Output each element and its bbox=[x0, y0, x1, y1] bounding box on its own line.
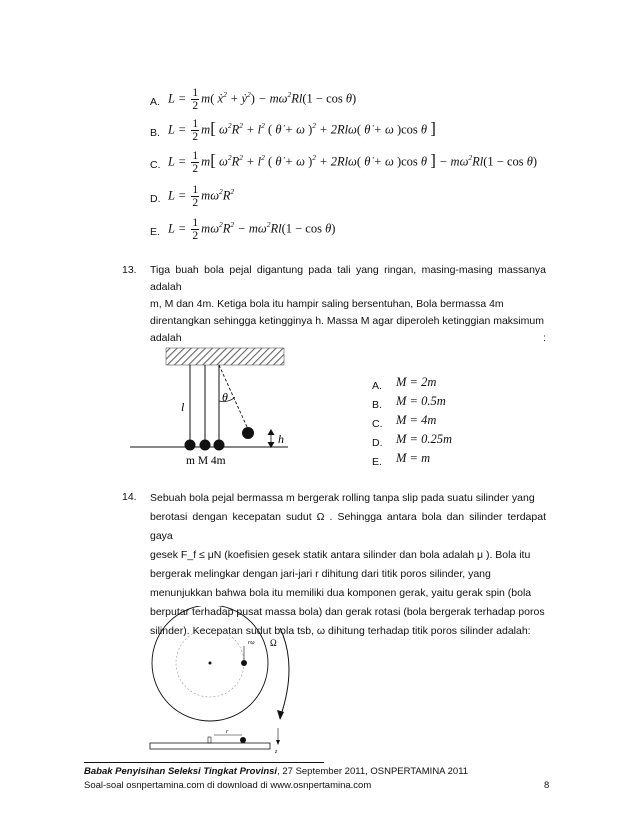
option-a-expr: L = $\frac{1}{2}$ m( ẋ$^2$ + ẏ$^2$) − $m\omega^2Rl(1 - \cos \theta)$ bbox=[168, 87, 357, 112]
cylinder-diagram bbox=[140, 606, 300, 754]
q13-line: adalah bbox=[150, 332, 182, 344]
footer-line2: Soal-soal osnpertamina.com di download di www.osnpertamina.com bbox=[84, 780, 372, 791]
label-theta: θ bbox=[222, 390, 228, 404]
ceiling bbox=[166, 348, 284, 365]
q13-option-label: A. bbox=[372, 380, 382, 392]
q13-line: Tiga buah bola pejal digantung pada tali yang ringan, masing-masing massanya adalah bbox=[150, 264, 546, 293]
ball bbox=[241, 660, 247, 666]
option-label: A. bbox=[150, 96, 160, 108]
option-e-expr: L = $\frac{1}{2}$ $m\omega^2R^2 - m\omega^2Rl(1 - \cos \theta)$ bbox=[168, 217, 336, 242]
ball-m bbox=[185, 440, 196, 451]
cylinder-side bbox=[150, 743, 270, 749]
q14-line: berotasi dengan kecepatan sudut Ω . Sehingga antara bola dan silinder terdapat gaya bbox=[150, 511, 546, 542]
option-c-expr: L = $\frac{1}{2}$ m[ $\omega^2R^2 + l^2$ ( θ̇ + ω )$^2$ + 2Rlω( θ̇ + ω )cos θ ] − $m\omega^2Rl(1 - \cos \theta)$ bbox=[168, 150, 538, 175]
q14-line: Sebuah bola pejal bermassa m bergerak rolling tanpa slip pada suatu silinder yang bbox=[150, 492, 535, 504]
q13-option-label: C. bbox=[372, 418, 383, 430]
q14-line: berputar terhadap pusat massa bola) dan gerak rotasi (bola bergerak terhadap poros bbox=[150, 606, 545, 618]
option-d-expr: L = $\frac{1}{2}$ $m\omega^2R^2$ bbox=[168, 184, 235, 209]
label-r-omega: rω bbox=[248, 640, 255, 646]
ball-4m-raised bbox=[242, 427, 254, 439]
q13-option-a: M = 2m bbox=[396, 375, 437, 389]
omega-arc bbox=[280, 628, 289, 718]
cylinder-axis bbox=[209, 662, 212, 665]
q13-colon: : bbox=[543, 332, 546, 344]
q13-line: m, M dan 4m. Ketiga bola itu hampir saling bersentuhan, Bola bermassa 4m bbox=[150, 298, 504, 310]
label-z: z bbox=[275, 749, 278, 754]
q13-line: direntangkan sehingga ketingginya h. Massa M agar diperoleh ketinggian maksimum bbox=[150, 315, 544, 327]
footer-date: , 27 September 2011, OSNPERTAMINA 2011 bbox=[277, 766, 469, 777]
q13-option-b: M = 0.5m bbox=[396, 394, 446, 408]
q13-option-c: M = 4m bbox=[396, 413, 437, 427]
q14-line: silinder). Kecepatan sudut bola tsb, ω dihitung terhadap titik poros silinder adalah: bbox=[150, 625, 531, 637]
h-arrow-up bbox=[268, 429, 275, 435]
z-arrowhead bbox=[276, 740, 280, 745]
footer-rule bbox=[84, 762, 324, 763]
question-14-number: 14. bbox=[122, 491, 137, 503]
option-label: C. bbox=[150, 159, 161, 171]
option-label: D. bbox=[150, 193, 161, 205]
q13-option-label: B. bbox=[372, 399, 382, 411]
label-Omega: Ω bbox=[270, 638, 277, 648]
question-13-text bbox=[150, 262, 546, 347]
page-number: 8 bbox=[544, 780, 550, 791]
q14-line: menunjukkan bahwa bola itu memiliki dua komponen gerak, yaitu gerak spin (bola bbox=[150, 587, 532, 599]
label-masses: m M 4m bbox=[186, 455, 226, 467]
label-r: r bbox=[226, 729, 229, 735]
q13-option-label: D. bbox=[372, 437, 383, 449]
footer-title: Babak Penyisihan Seleksi Tingkat Provinsi bbox=[84, 766, 278, 777]
axis-stub bbox=[208, 737, 211, 743]
label-h: h bbox=[278, 432, 284, 446]
label-l: l bbox=[181, 400, 185, 414]
q13-option-d: M = 0.25m bbox=[396, 432, 452, 446]
ball-side bbox=[240, 737, 246, 743]
option-b-expr: L = $\frac{1}{2}$ m[ $\omega^2R^2 + l^2$ ( θ̇ + ω )$^2$ + 2Rlω( θ̇ + ω )cos θ ] bbox=[168, 118, 436, 143]
omega-arrowhead bbox=[277, 710, 284, 720]
footer-line1 bbox=[84, 766, 468, 777]
q13-option-label: E. bbox=[372, 456, 382, 468]
option-label: E. bbox=[150, 226, 160, 238]
question-13-number: 13. bbox=[122, 264, 137, 276]
option-label: B. bbox=[150, 127, 160, 139]
q13-option-e: M = m bbox=[396, 451, 431, 465]
ball-M bbox=[200, 440, 211, 451]
ball-4m bbox=[214, 440, 225, 451]
q14-line: gesek F_f ≤ μN (koefisien gesek statik antara silinder dan bola adalah μ ). Bola itu bbox=[150, 549, 531, 561]
pendulum-diagram bbox=[130, 345, 290, 470]
q14-line: bergerak melingkar dengan jari-jari r dihitung dari titik poros silinder, yang bbox=[150, 568, 491, 580]
